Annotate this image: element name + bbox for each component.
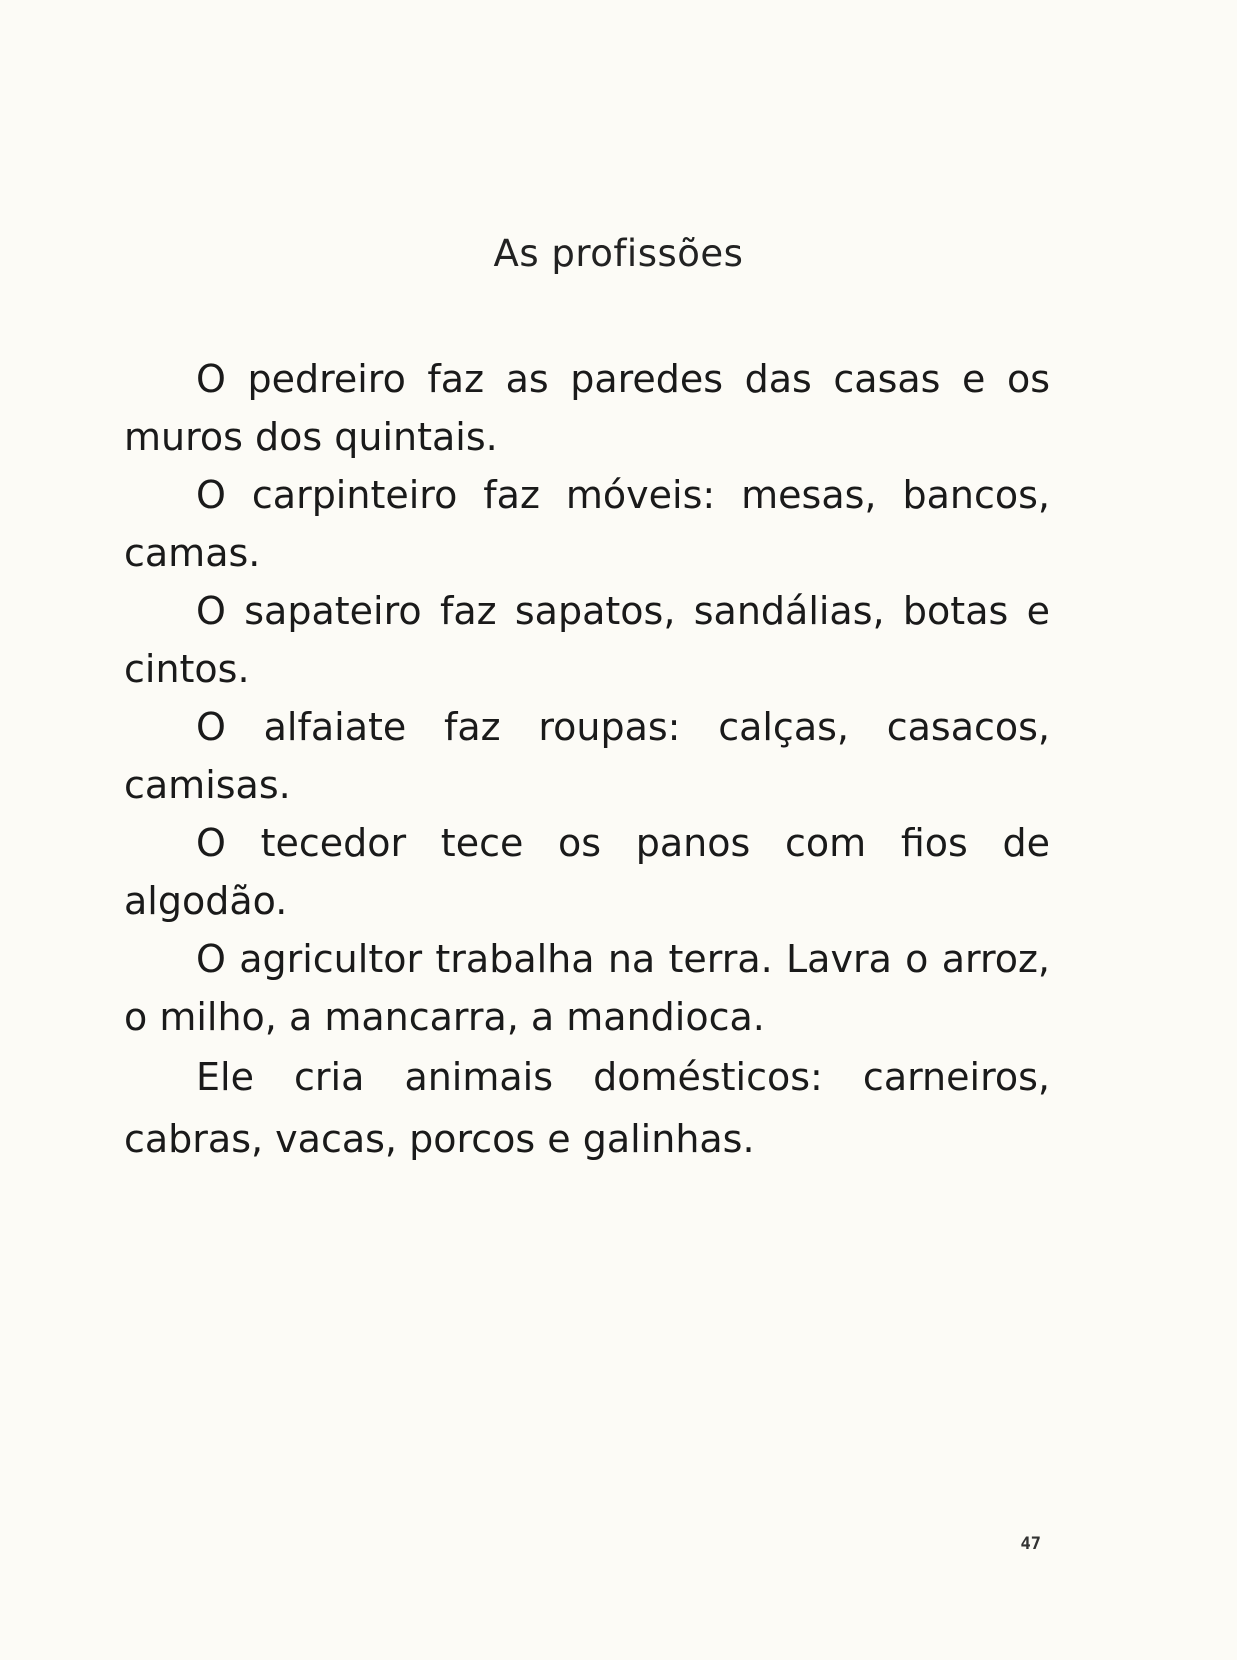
paragraph-agricultor: O agricultor trabalha na terra. Lavra o arroz, o milho, a mancarra, a mandioca. <box>124 937 1050 1039</box>
page-title: As profissões <box>493 232 744 275</box>
paragraph-pedreiro: O pedreiro faz as paredes das casas e os muros dos quintais. <box>124 357 1050 459</box>
body-text <box>124 350 1050 1170</box>
paragraph-carpinteiro: O carpinteiro faz móveis: mesas, bancos, camas. <box>124 473 1050 575</box>
paragraph-animais: Ele cria animais domésticos: carneiros, cabras, vacas, porcos e galinhas. <box>124 1055 1050 1161</box>
paragraph-alfaiate: O alfaiate faz roupas: calças, casacos, camisas. <box>124 705 1050 807</box>
paragraph-tecedor: O tecedor tece os panos com fios de algodão. <box>124 821 1050 923</box>
paragraph-sapateiro: O sapateiro faz sapatos, sandálias, botas e cintos. <box>124 589 1050 691</box>
page-number: 47 <box>1020 1534 1041 1554</box>
